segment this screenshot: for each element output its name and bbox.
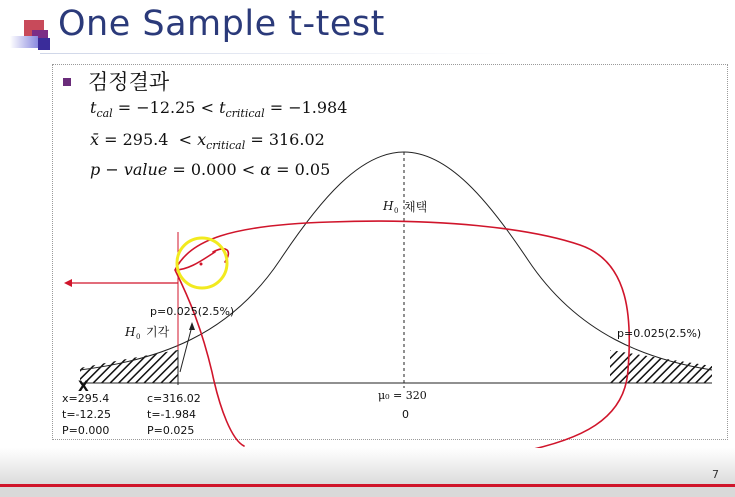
- formula-t: $t_{cal} = -12.25 < t_{critical} = -1.984$: [90, 98, 348, 121]
- formula-p: p − value = 0.000 < α = 0.05: [90, 160, 331, 179]
- right-value-t: t=-1.984: [147, 408, 196, 421]
- left-value-p: P=0.000: [62, 424, 110, 437]
- h0-accept-symbol: H: [383, 199, 394, 213]
- formula-x: x̄ = $295.4 < x_{critical} = 316.02$: [90, 130, 325, 153]
- slide-title: One Sample t-test: [58, 4, 385, 44]
- zero-label: 0: [402, 408, 409, 421]
- red-annotation-loop: [175, 221, 629, 458]
- left-value-t: t=-12.25: [62, 408, 111, 421]
- svg-text:0: 0: [136, 333, 141, 341]
- x-marker: X: [78, 379, 89, 395]
- left-value-x: x=295.4: [62, 392, 110, 405]
- p-left-label: p=0.025(2.5%): [150, 305, 235, 318]
- footer-gradient: [0, 448, 735, 484]
- left-rejection-region: [80, 350, 178, 383]
- svg-text:0: 0: [394, 207, 399, 215]
- h0-reject-symbol: H: [125, 325, 136, 339]
- accept-label: 채택: [404, 200, 428, 214]
- footer-bar: [0, 484, 735, 497]
- reject-label: 기각: [146, 325, 170, 339]
- result-heading: 검정결과: [88, 70, 170, 94]
- pointer-arrow: [180, 326, 192, 372]
- right-value-c: c=316.02: [147, 392, 201, 405]
- right-rejection-region: [610, 350, 712, 383]
- page-number: 7: [712, 468, 719, 481]
- mu-label: μ₀ = 320: [378, 389, 427, 402]
- p-right-label: p=0.025(2.5%): [617, 327, 702, 340]
- right-value-p: P=0.025: [147, 424, 195, 437]
